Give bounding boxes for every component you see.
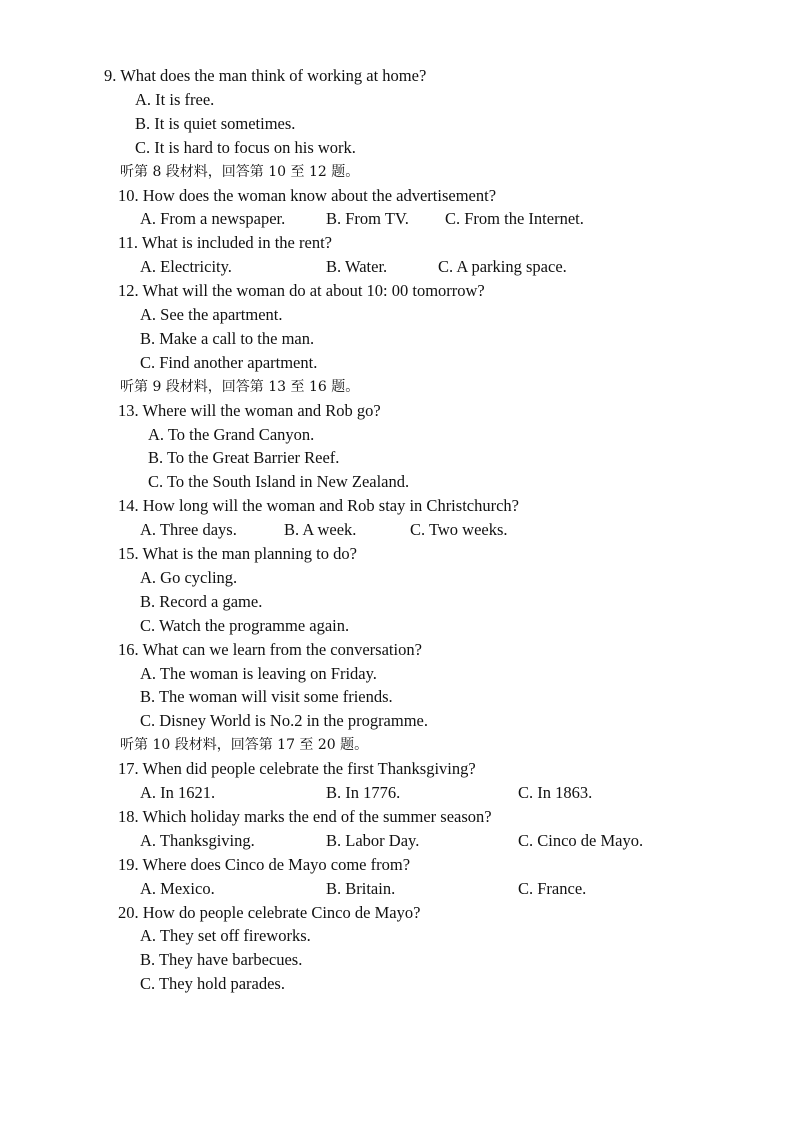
answer-option: A. Thanksgiving. xyxy=(140,830,255,850)
answer-option: B. Make a call to the man. xyxy=(140,328,315,348)
answer-option: B. To the Great Barrier Reef. xyxy=(148,448,340,468)
answer-option: C. Watch the programme again. xyxy=(140,615,350,635)
question-text: 14. How long will the woman and Rob stay in Christchurch? xyxy=(118,496,519,516)
question-text: 12. What will the woman do at about 10: 00 tomorrow? xyxy=(118,281,485,301)
question-text: 9. What does the man think of working at home? xyxy=(104,66,427,85)
answer-option: A. Mexico. xyxy=(140,878,215,898)
answer-option: A. It is free. xyxy=(135,89,215,109)
question-text: 18. Which holiday marks the end of the summer season? xyxy=(118,806,492,826)
section-instruction: 听第 8 段材料，回答第 10 至 12 题。 xyxy=(120,163,360,180)
answer-option: B. Britain. xyxy=(326,878,396,898)
answer-option: B. They have barbecues. xyxy=(140,950,303,970)
answer-option: C. France. xyxy=(518,878,587,898)
answer-option: B. A week. xyxy=(284,520,357,540)
question-text: 10. How does the woman know about the advertisement? xyxy=(118,185,497,205)
question-text: 19. Where does Cinco de Mayo come from? xyxy=(118,854,411,874)
answer-option: A. In 1621. xyxy=(140,783,216,802)
section-instruction: 听第 9 段材料，回答第 13 至 16 题。 xyxy=(120,378,360,395)
answer-option: C. In 1863. xyxy=(518,783,593,802)
question-text: 15. What is the man planning to do? xyxy=(118,544,357,563)
answer-option: A. From a newspaper. xyxy=(140,209,286,229)
question-text: 17. When did people celebrate the first Thanksgiving? xyxy=(118,759,476,779)
question-text: 11. What is included in the rent? xyxy=(118,233,332,253)
answer-option: B. Labor Day. xyxy=(326,830,420,850)
answer-option: C. To the South Island in New Zealand. xyxy=(148,472,410,492)
answer-option: C. It is hard to focus on his work. xyxy=(135,137,356,157)
answer-option: C. A parking space. xyxy=(438,257,567,277)
answer-option: C. Cinco de Mayo. xyxy=(518,830,644,850)
answer-option: B. Water. xyxy=(326,257,388,277)
answer-option: C. From the Internet. xyxy=(445,209,584,229)
answer-option: B. The woman will visit some friends. xyxy=(140,687,393,707)
answer-option: A. Three days. xyxy=(140,520,237,540)
section-instruction: 听第 10 段材料，回答第 17 至 20 题。 xyxy=(120,737,369,754)
answer-option: C. Disney World is No.2 in the programme. xyxy=(140,711,429,731)
answer-option: C. Two weeks. xyxy=(410,520,508,540)
answer-option: A. See the apartment. xyxy=(140,305,283,324)
answer-option: C. Find another apartment. xyxy=(140,352,318,372)
answer-option: B. Record a game. xyxy=(140,591,263,611)
answer-option: B. In 1776. xyxy=(326,783,401,802)
answer-option: A. They set off fireworks. xyxy=(140,926,311,946)
answer-option: B. It is quiet sometimes. xyxy=(135,113,296,133)
question-text: 13. Where will the woman and Rob go? xyxy=(118,400,381,420)
answer-option: A. To the Grand Canyon. xyxy=(148,424,315,444)
answer-option: B. From TV. xyxy=(326,209,409,229)
answer-option: A. The woman is leaving on Friday. xyxy=(140,663,377,683)
answer-option: A. Electricity. xyxy=(140,257,232,277)
answer-option: A. Go cycling. xyxy=(140,567,238,587)
question-text: 20. How do people celebrate Cinco de Mayo? xyxy=(118,902,421,922)
answer-option: C. They hold parades. xyxy=(140,974,285,994)
question-text: 16. What can we learn from the conversation? xyxy=(118,639,422,659)
